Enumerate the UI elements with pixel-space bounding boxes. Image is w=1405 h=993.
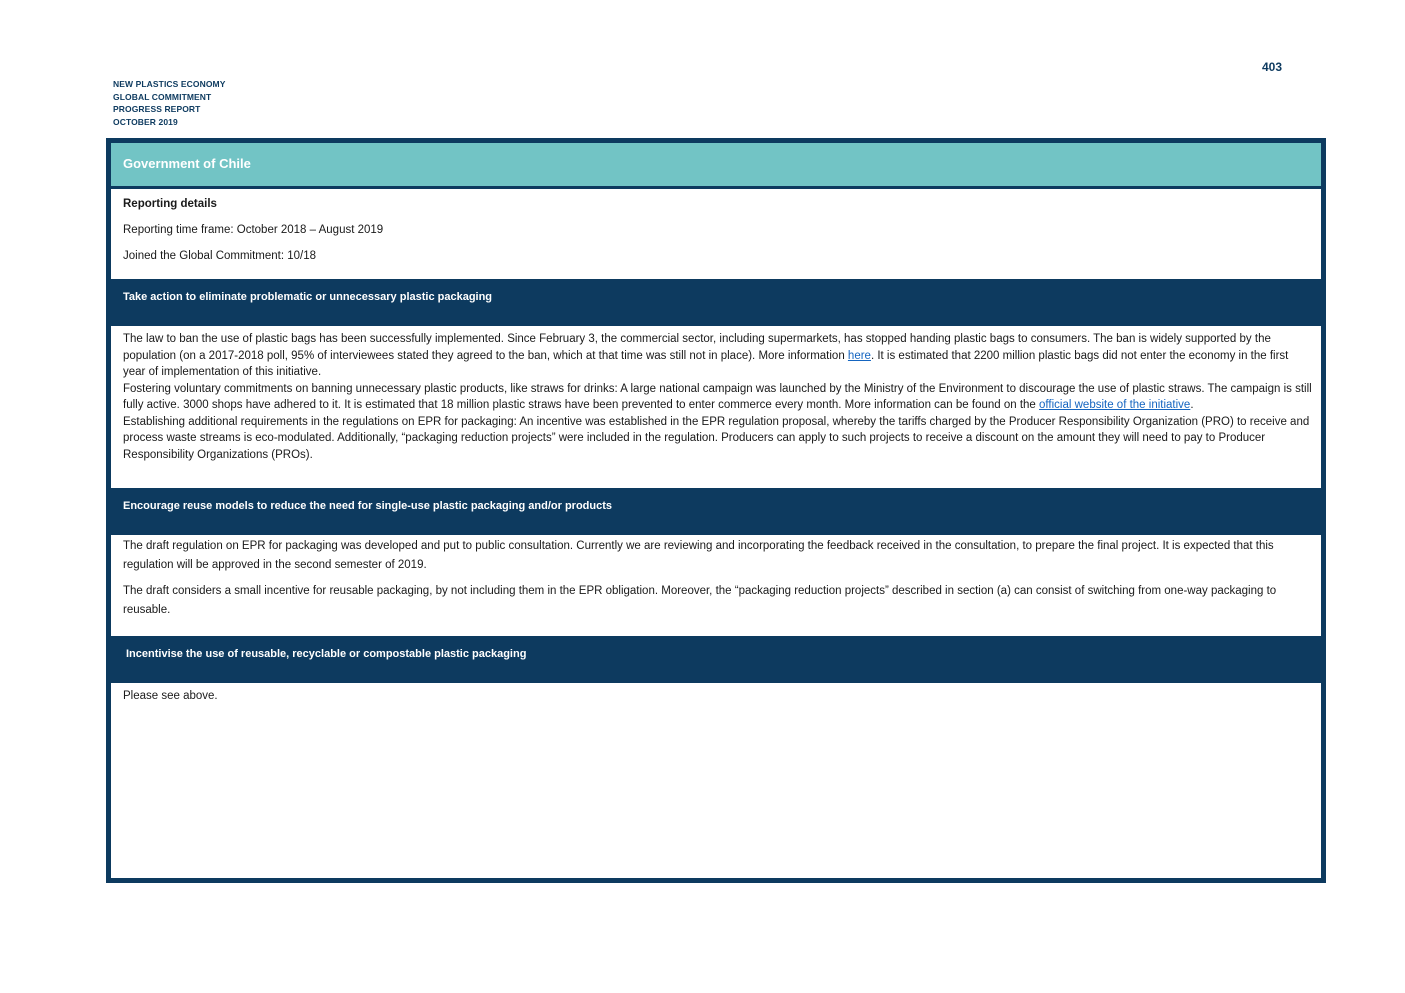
paragraph-text: . It is estimated that 2200 million plastic bags did not enter the economy in the first year of implementation of this initiative. (123, 349, 1289, 378)
report-table (106, 138, 1326, 883)
section-heading-eliminate: Take action to eliminate problematic or unnecessary plastic packaging (111, 279, 1321, 326)
running-header-line: NEW PLASTICS ECONOMY (113, 79, 226, 89)
paragraph-text: Fostering voluntary commitments on banning unnecessary plastic products, like straws for drinks: A large national campaign was launched by the Ministry of the Environment to discourage the use of plastic straws. The campaign is still fully active. 3000 shops have adhered to it. It is estimated that 18 million plastic straws have been prevented to enter commerce every month. More information can be found on the (123, 382, 1312, 411)
section-body-eliminate (111, 326, 1321, 488)
paragraph: Establishing additional requirements in the regulations on EPR for packaging: An incentive was established in the EPR regulation proposal, whereby the tariffs charged by the Producer Responsibility Organization (PRO) to receive and process waste streams is eco-modulated. Additionally, “packaging reduction projects” were included in the regulation. Producers can apply to such projects to receive a discount on the amount they will need to pay to Producer Responsibility Organizations (PROs). (123, 415, 1310, 461)
section-heading-reuse: Encourage reuse models to reduce the need for single-use plastic packaging and/or products (111, 488, 1321, 535)
paragraph-text: The law to ban the use of plastic bags has been successfully implemented. Since February 3, the commercial sector, including supermarkets, has stopped handing plastic bags to consumers. The ban is widely supported by the population (on a 2017-2018 poll, 95% of interviewees stated they agreed to the ban, which at that time was still not in place). More information (123, 333, 1271, 362)
paragraph (123, 331, 1313, 381)
organization-title: Government of Chile (111, 143, 1321, 186)
section-body-reuse (111, 535, 1321, 636)
running-header-line: PROGRESS REPORT (113, 104, 201, 114)
section-heading-incentivise: Incentivise the use of reusable, recyclable or compostable plastic packaging (111, 636, 1321, 683)
paragraph-text: . (1190, 399, 1194, 411)
running-header-line: OCTOBER 2019 (113, 116, 178, 127)
reporting-details-heading: Reporting details (123, 198, 217, 210)
joined-date: Joined the Global Commitment: 10/18 (123, 250, 317, 262)
reporting-details (111, 189, 1321, 279)
paragraph: Please see above. (123, 690, 218, 702)
paragraph (123, 381, 1313, 414)
paragraph: The draft regulation on EPR for packaging was developed and put to public consultation. Currently we are reviewing and incorporating the feedback received in the consultation, to prepare the final project. It is expected that this regulation will be approved in the second semester of 2019. (123, 540, 1274, 571)
page-number: 403 (1262, 60, 1283, 74)
running-header-line: GLOBAL COMMITMENT (113, 91, 212, 102)
running-header (113, 78, 226, 128)
more-information-link[interactable]: here (847, 349, 871, 362)
reporting-time-frame: Reporting time frame: October 2018 – August 2019 (123, 224, 384, 236)
section-body-incentivise (111, 683, 1321, 878)
paragraph: The draft considers a small incentive for reusable packaging, by not including them in the EPR obligation. Moreover, the “packaging reduction projects” described in section (a) can consist of switching from one-way packaging to reusable. (123, 585, 1277, 616)
official-website-link[interactable]: official website of the initiative (1039, 399, 1191, 411)
